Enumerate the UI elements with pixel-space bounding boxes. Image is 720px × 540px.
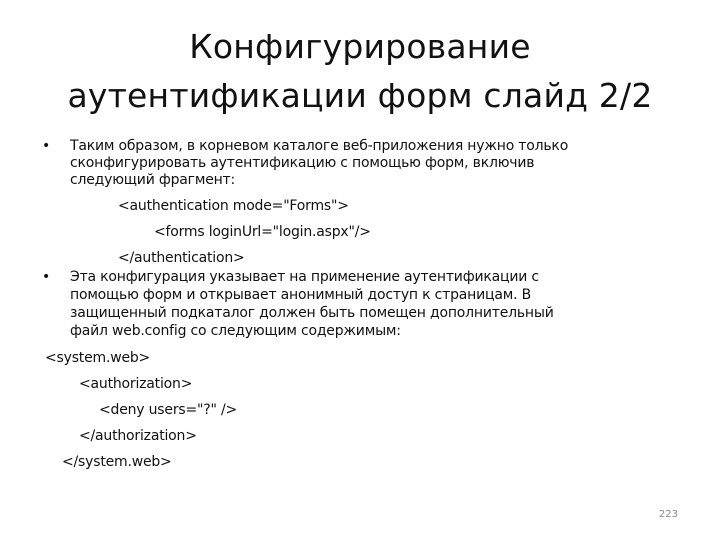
code1-line-2: <forms loginUrl="login.aspx"/> — [154, 224, 371, 240]
slide-title-line-2: аутентификации форм слайд 2/2 — [67, 76, 653, 115]
code2-line-1: <system.web> — [45, 350, 151, 366]
code2-line-5: </system.web> — [62, 454, 172, 470]
bullet1-line-2: сконфигурировать аутентификацию с помощью форм, включив — [70, 155, 535, 171]
bullet1-line-3: следующий фрагмент: — [70, 172, 236, 188]
bullet-marker: • — [42, 138, 51, 154]
bullet2-line-3: защищенный подкаталог должен быть помещен дополнительный — [70, 305, 554, 321]
slide-title-line-1: Конфигурирование — [189, 27, 531, 66]
bullet2-line-4: файл web.config со следующим содержимым: — [70, 323, 401, 339]
code1-line-1: <authentication mode="Forms"> — [118, 198, 349, 214]
bullet1-line-1: Таким образом, в корневом каталоге веб-приложения нужно только — [70, 138, 569, 154]
code2-line-3: <deny users="?" /> — [99, 402, 238, 418]
code2-line-4: </authorization> — [79, 428, 197, 444]
bullet2-line-2: помощью форм и открывает анонимный доступ к страницам. В — [70, 287, 531, 303]
bullet-marker: • — [42, 269, 51, 285]
slide-title — [20, 22, 700, 120]
page-number: 223 — [658, 509, 678, 520]
bullet2-line-1: Эта конфигурация указывает на применение аутентификации с — [70, 269, 539, 285]
code1-line-3: </authentication> — [118, 250, 245, 266]
code2-line-2: <authorization> — [79, 376, 193, 392]
